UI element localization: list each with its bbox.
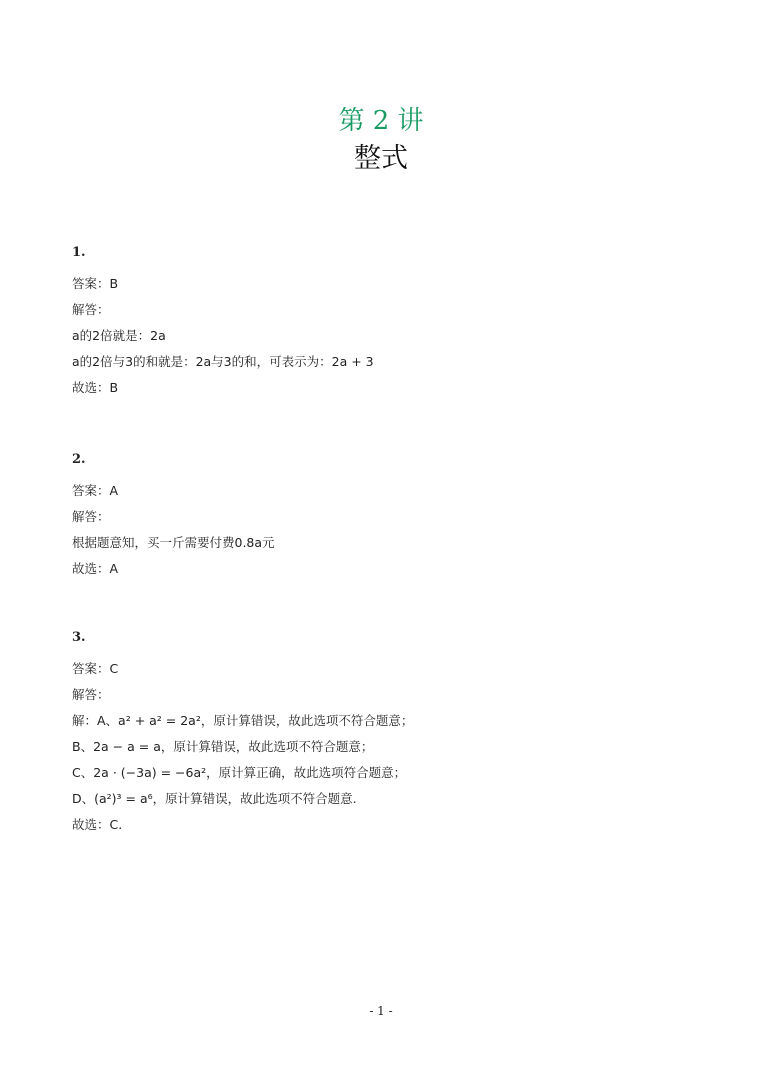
- choice-line: 故选：C.: [72, 817, 123, 832]
- solution-line: a的2倍就是：2a: [72, 328, 166, 343]
- answer-line: 答案：A: [72, 483, 119, 498]
- choice-line: 故选：A: [72, 561, 119, 576]
- solution-line: B、2a − a = a，原计算错误，故此选项不符合题意；: [72, 739, 374, 754]
- solution-label: 解答：: [72, 509, 110, 524]
- solution-line: 根据题意知，买一斤需要付费0.8a元: [72, 535, 275, 550]
- solution-line: 解：A、a² + a² = 2a²，原计算错误，故此选项不符合题意；: [72, 713, 414, 728]
- question-number: 3.: [72, 630, 86, 645]
- question-3: [72, 631, 692, 838]
- solution-line: a的2倍与3的和就是：2a与3的和，可表示为：2a + 3: [72, 354, 374, 369]
- page-title: 整式: [354, 143, 408, 174]
- solution-line: D、(a²)³ = a⁶，原计算错误，故此选项不符合题意.: [72, 791, 357, 806]
- question-2: [72, 453, 692, 582]
- question-1: [72, 246, 692, 401]
- answer-line: 答案：C: [72, 661, 119, 676]
- solution-label: 解答：: [72, 687, 110, 702]
- question-number: 1.: [72, 245, 86, 260]
- solution-label: 解答：: [72, 302, 110, 317]
- question-number: 2.: [72, 452, 86, 467]
- answer-line: 答案：B: [72, 276, 119, 291]
- lecture-heading: 第 2 讲: [338, 106, 424, 136]
- choice-line: 故选：B: [72, 380, 119, 395]
- page-number: - 1 -: [369, 1004, 393, 1018]
- solution-line: C、2a · (−3a) = −6a²，原计算正确，故此选项符合题意；: [72, 765, 407, 780]
